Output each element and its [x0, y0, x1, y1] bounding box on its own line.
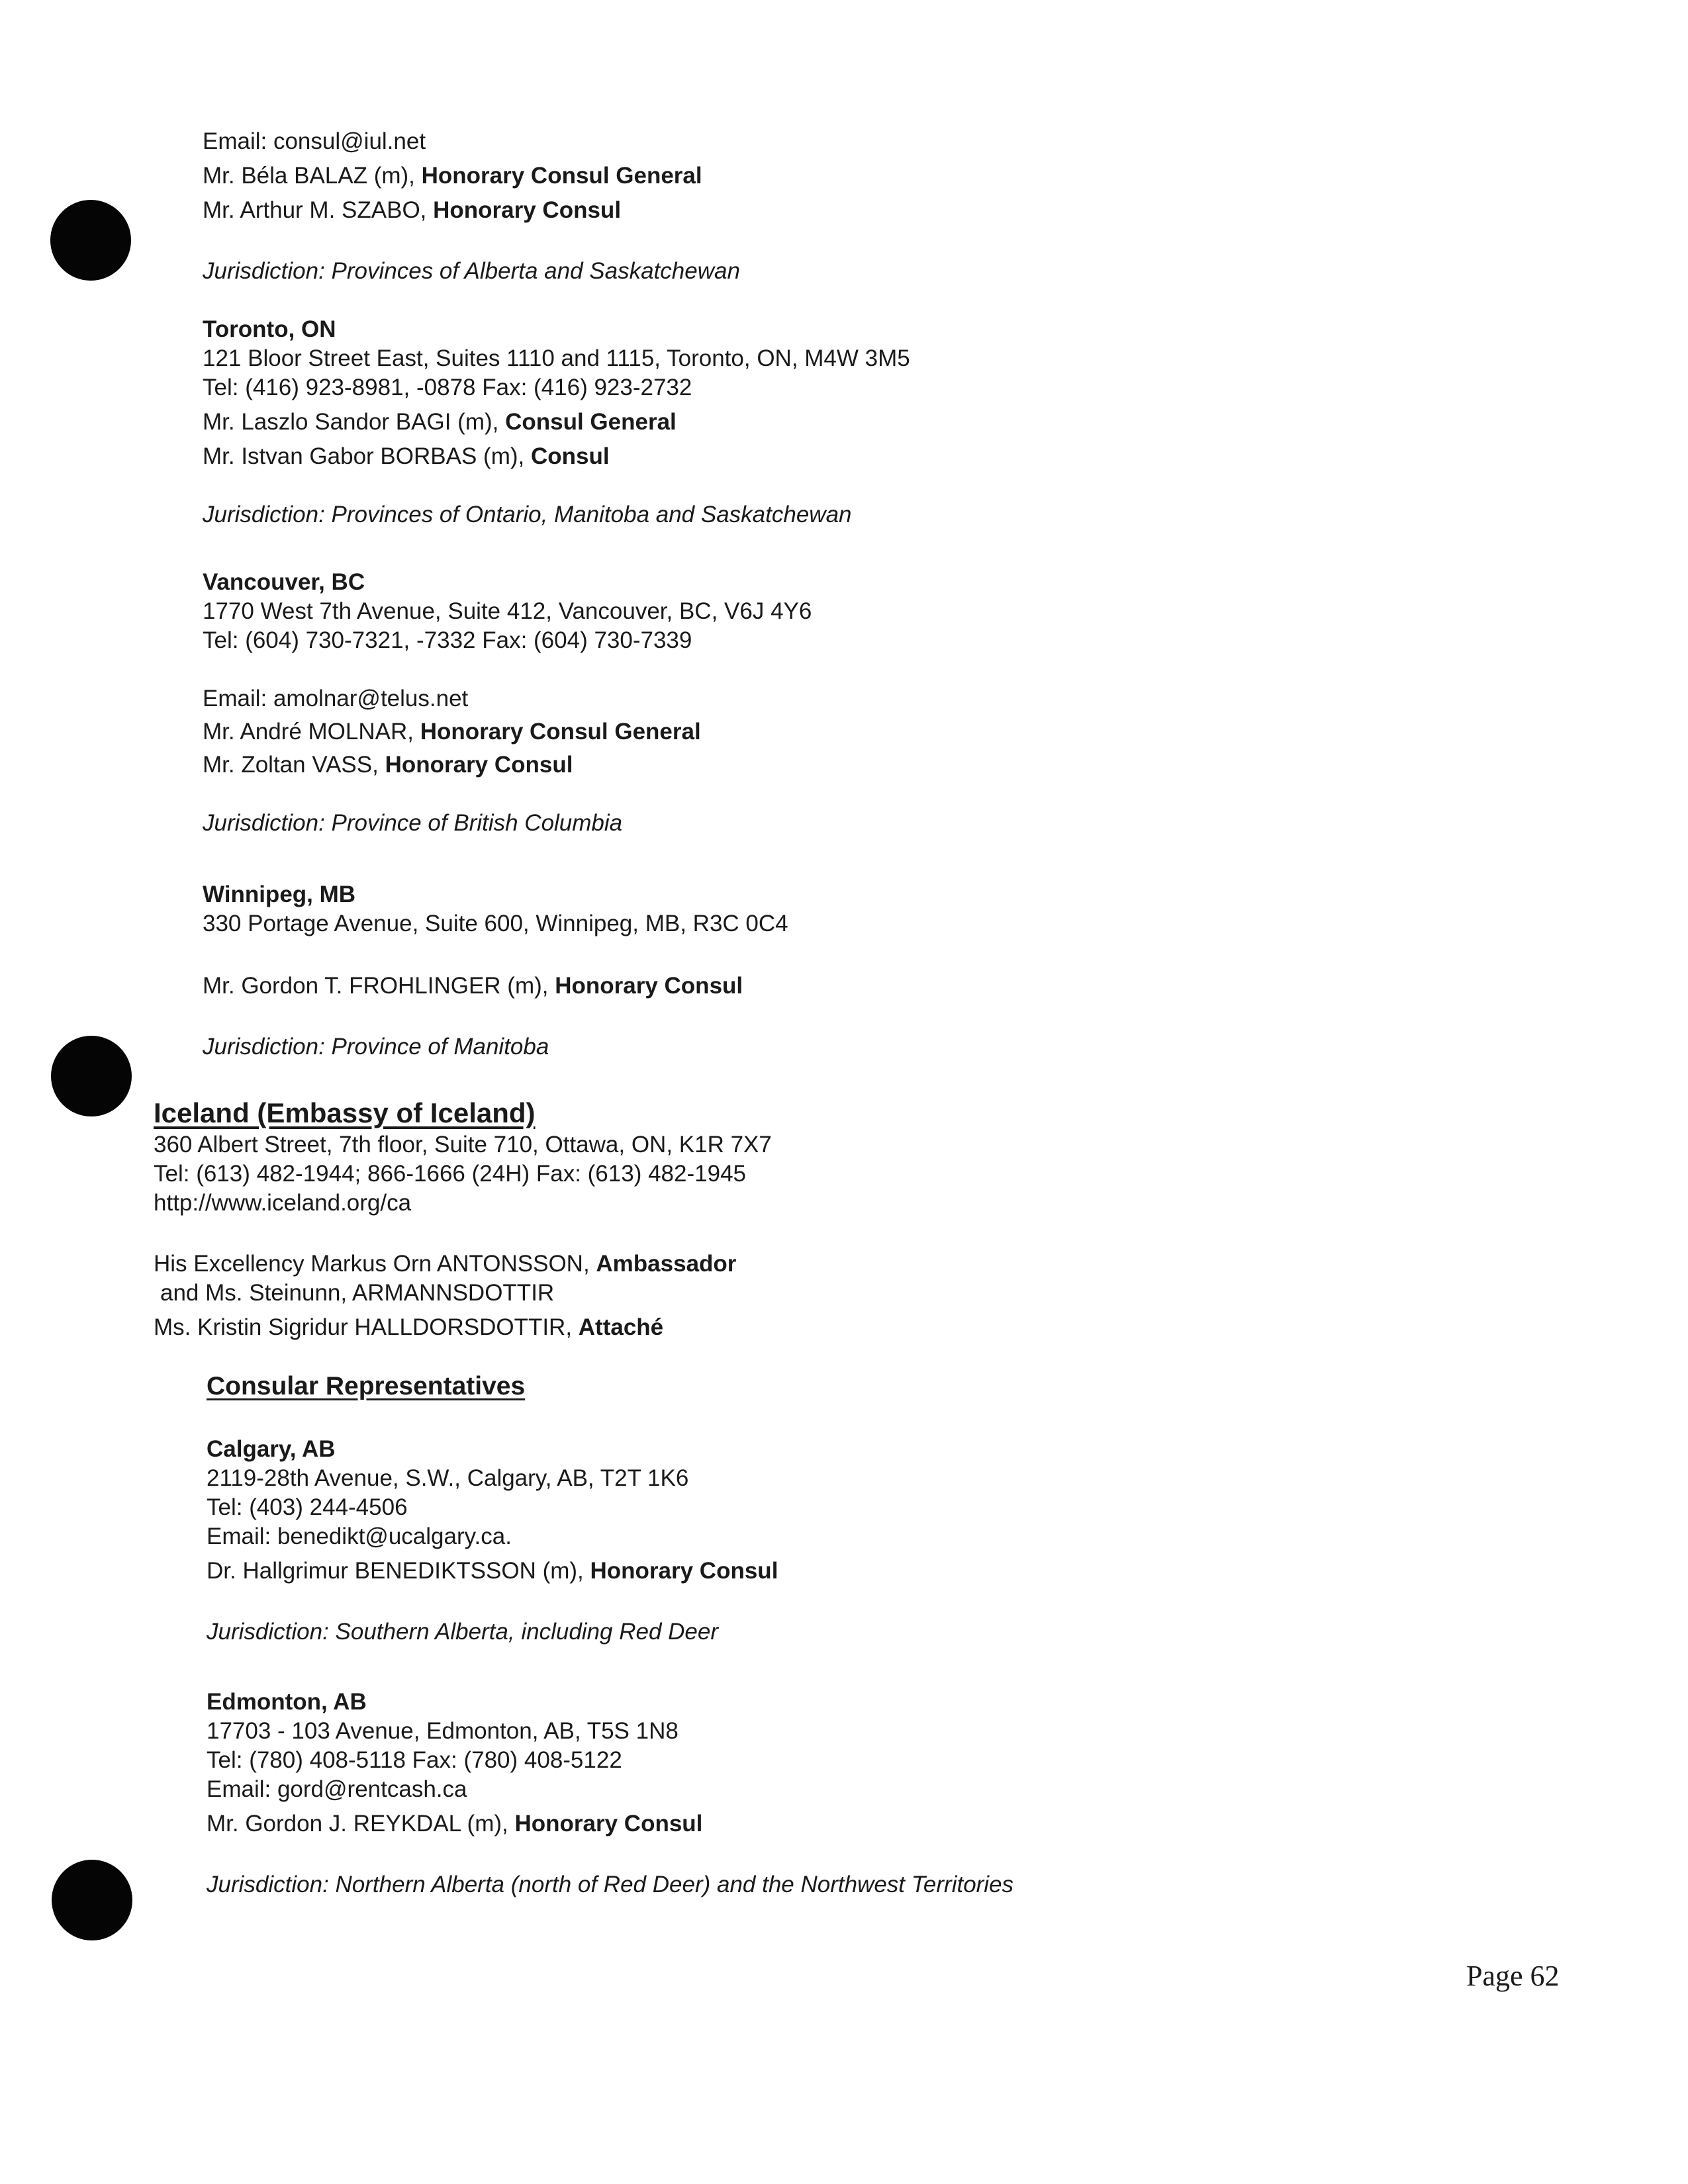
jurisdiction-line: Jurisdiction: Province of British Columbia	[203, 810, 623, 836]
punch-hole-bottom	[52, 1860, 132, 1940]
address-line: 2119-28th Avenue, S.W., Calgary, AB, T2T 1K6	[207, 1465, 689, 1491]
attache-title: Attaché	[578, 1314, 664, 1340]
consul-title: Honorary Consul General	[420, 719, 701, 745]
consul-line	[207, 1809, 1464, 1839]
consul-line	[203, 408, 1460, 437]
page-number: Page 62	[1466, 1960, 1560, 1992]
consul-line	[207, 1557, 1464, 1586]
email-line: Email: gord@rentcash.ca	[207, 1776, 467, 1802]
city-heading: Edmonton, AB	[207, 1689, 367, 1715]
spouse-line: and Ms. Steinunn, ARMANNSDOTTIR	[160, 1280, 555, 1306]
embassy-iceland	[154, 1096, 1464, 1342]
punch-hole-middle	[51, 1036, 132, 1116]
consulate-edmonton	[207, 1688, 1464, 1899]
tel-line: Tel: (403) 244-4506	[207, 1494, 408, 1520]
consul-line	[203, 196, 1460, 225]
address-line: 1770 West 7th Avenue, Suite 412, Vancouver, BC, V6J 4Y6	[203, 598, 812, 624]
attache-line	[154, 1313, 1464, 1342]
city-heading: Toronto, ON	[203, 316, 336, 342]
consulate-winnipeg	[203, 880, 1460, 1062]
consul-name: Mr. Gordon J. REYKDAL (m),	[207, 1811, 515, 1837]
address-line: 360 Albert Street, 7th floor, Suite 710, Ottawa, ON, K1R 7X7	[154, 1132, 772, 1158]
email-line: Email: consul@iul.net	[203, 128, 426, 154]
consul-line	[203, 442, 1460, 471]
consul-title: Consul General	[505, 409, 677, 435]
consul-name: Dr. Hallgrimur BENEDIKTSSON (m),	[207, 1558, 590, 1584]
jurisdiction-line: Jurisdiction: Provinces of Ontario, Manitoba and Saskatchewan	[203, 502, 852, 527]
consul-name: Mr. Arthur M. SZABO,	[203, 197, 434, 223]
website-link[interactable]: http://www.iceland.org/ca	[154, 1190, 412, 1216]
tel-line: Tel: (780) 408-5118 Fax: (780) 408-5122	[207, 1747, 622, 1773]
consul-title: Honorary Consul General	[421, 163, 702, 189]
jurisdiction-line: Jurisdiction: Northern Alberta (north of Red Deer) and the Northwest Territories	[207, 1872, 1014, 1897]
consul-line	[203, 972, 1460, 1001]
jurisdiction-line: Jurisdiction: Provinces of Alberta and Saskatchewan	[203, 258, 740, 284]
attache-name: Ms. Kristin Sigridur HALLDORSDOTTIR,	[154, 1314, 579, 1340]
email-line: Email: benedikt@ucalgary.ca.	[207, 1524, 512, 1549]
consul-line	[203, 161, 1460, 191]
city-heading: Vancouver, BC	[203, 569, 365, 595]
consular-representatives-section	[207, 1370, 1464, 1403]
email-line: Email: amolnar@telus.net	[203, 686, 469, 711]
consul-name: Mr. Istvan Gabor BORBAS (m),	[203, 443, 531, 469]
tel-line: Tel: (416) 923-8981, -0878 Fax: (416) 923-2732	[203, 375, 692, 400]
consulate-calgary	[207, 1435, 1464, 1647]
tel-line: Tel: (613) 482-1944; 866-1666 (24H) Fax: (613) 482-1945	[154, 1161, 746, 1187]
ambassador-line	[154, 1250, 1464, 1279]
address-line: 330 Portage Avenue, Suite 600, Winnipeg, MB, R3C 0C4	[203, 911, 788, 936]
consulate-toronto	[203, 315, 1460, 529]
consul-name: Mr. Gordon T. FROHLINGER (m),	[203, 973, 555, 999]
consulate-top-block	[203, 127, 1460, 286]
consul-title: Honorary Consul	[433, 197, 622, 223]
consulate-vancouver	[203, 568, 1460, 838]
consul-name: Mr. André MOLNAR,	[203, 719, 420, 745]
consul-line	[203, 717, 1460, 747]
punch-hole-top	[50, 200, 131, 281]
ambassador-name: His Excellency Markus Orn ANTONSSON,	[154, 1251, 596, 1277]
consul-name: Mr. Zoltan VASS,	[203, 752, 385, 778]
tel-line: Tel: (604) 730-7321, -7332 Fax: (604) 730-7339	[203, 627, 692, 653]
city-heading: Winnipeg, MB	[203, 882, 356, 907]
consular-heading: Consular Representatives	[207, 1372, 526, 1400]
address-line: 121 Bloor Street East, Suites 1110 and 1115, Toronto, ON, M4W 3M5	[203, 345, 910, 371]
consul-title: Honorary Consul	[555, 973, 743, 999]
consul-title: Honorary Consul	[590, 1558, 778, 1584]
jurisdiction-line: Jurisdiction: Southern Alberta, including Red Deer	[207, 1619, 719, 1645]
consul-line	[203, 751, 1460, 780]
consul-name: Mr. Béla BALAZ (m),	[203, 163, 422, 189]
ambassador-title: Ambassador	[596, 1251, 737, 1277]
consul-name: Mr. Laszlo Sandor BAGI (m),	[203, 409, 506, 435]
consul-title: Honorary Consul	[385, 752, 573, 778]
consul-title: Consul	[530, 443, 610, 469]
jurisdiction-line: Jurisdiction: Province of Manitoba	[203, 1034, 549, 1060]
country-heading: Iceland (Embassy of Iceland)	[154, 1097, 536, 1128]
consul-title: Honorary Consul	[514, 1811, 703, 1837]
city-heading: Calgary, AB	[207, 1436, 336, 1462]
address-line: 17703 - 103 Avenue, Edmonton, AB, T5S 1N8	[207, 1718, 679, 1744]
